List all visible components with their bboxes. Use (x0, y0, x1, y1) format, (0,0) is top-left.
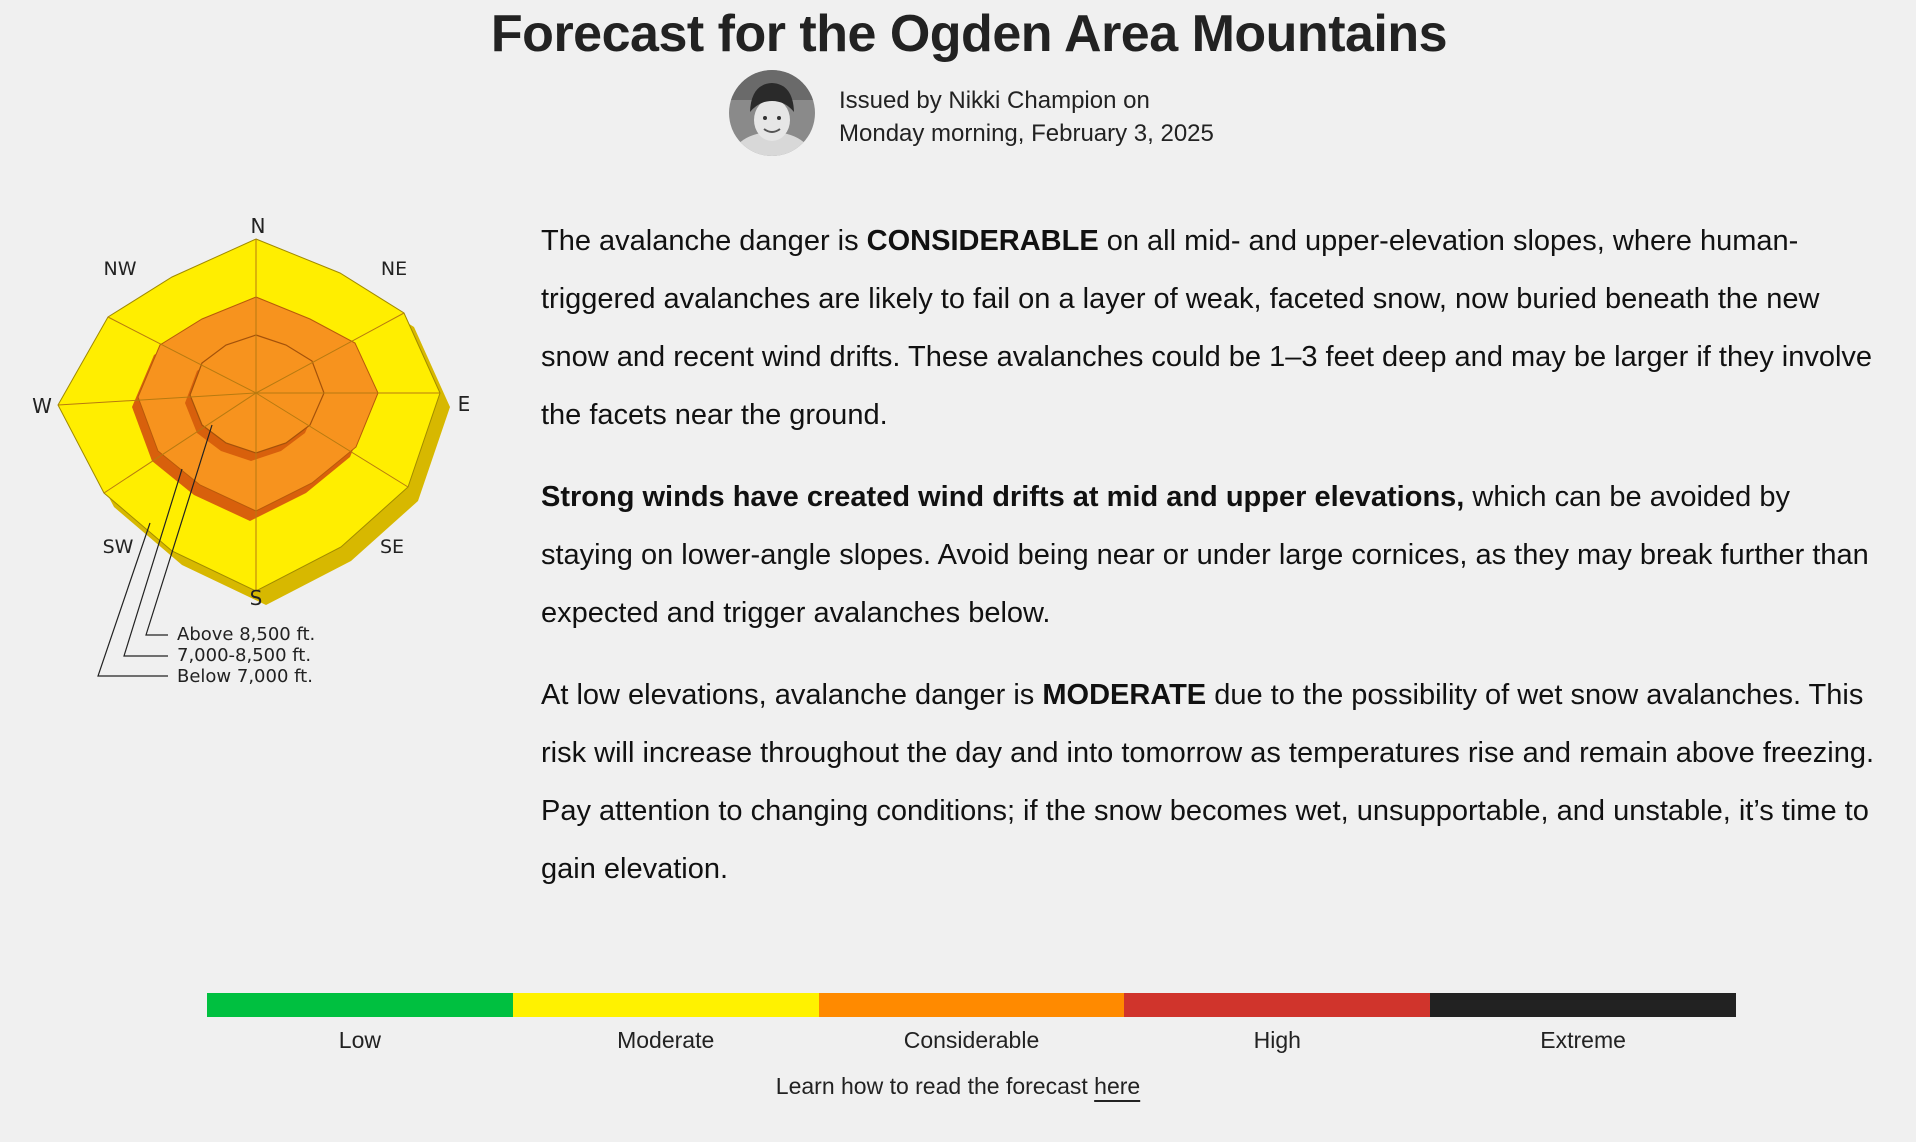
learn-here-link[interactable]: here (1094, 1073, 1141, 1099)
dir-label-nw: NW (103, 258, 137, 280)
scale-label-moderate: Moderate (617, 1027, 715, 1053)
legend-above-8500: Above 8,500 ft. (177, 624, 316, 645)
dir-label-e: E (457, 392, 471, 416)
danger-rose-graphic (20, 215, 480, 695)
scale-label-extreme: Extreme (1540, 1027, 1626, 1053)
scale-extreme (1430, 993, 1736, 1017)
wind-drift-heading: Strong winds have created wind drifts at mid and upper elevations, (541, 481, 1465, 513)
scale-low (207, 993, 513, 1017)
summary-paragraph-3: At low elevations, avalanche danger is MODERATE due to the possibility of wet snow avalanches. This risk will increase throughout the day and into tomorrow as temperatures rise and remain above freezing. Pay attention to changing conditions; if the snow becomes wet, unsupportable, and unstable, it’s time to gain elevation. (541, 679, 1875, 885)
forecast-summary (541, 212, 1886, 922)
scale-label-low: Low (338, 1027, 381, 1053)
dir-label-ne: NE (380, 258, 408, 280)
scale-considerable (819, 993, 1125, 1017)
legend-7000-8500: 7,000-8,500 ft. (177, 645, 312, 666)
danger-scale-bar (207, 993, 1736, 1017)
danger-scale-labels (207, 1027, 1736, 1054)
summary-paragraph-1: The avalanche danger is CONSIDERABLE on all mid- and upper-elevation slopes, where human-triggered avalanches are likely to fail on a layer of weak, faceted snow, now buried beneath the new snow and recent wind drifts. These avalanches could be 1–3 feet deep and may be larger if they involve the facets near the ground. (541, 225, 1873, 431)
dir-label-w: W (32, 394, 52, 418)
dir-label-n: N (250, 215, 266, 238)
danger-moderate: MODERATE (1042, 679, 1207, 711)
scale-moderate (513, 993, 819, 1017)
issued-by (839, 84, 1214, 150)
learn-forecast (0, 1073, 1916, 1100)
dir-label-sw: SW (102, 536, 134, 558)
issued-by-line1: Issued by Nikki Champion on (839, 87, 1150, 114)
learn-text: Learn how to read the forecast (775, 1073, 1095, 1099)
scale-label-considerable: Considerable (903, 1027, 1040, 1053)
danger-rose (20, 215, 480, 695)
danger-considerable: CONSIDERABLE (866, 225, 1099, 257)
byline (729, 70, 1329, 156)
avatar (729, 70, 815, 156)
summary-paragraph-2: Strong winds have created wind drifts at mid and upper elevations, which can be avoided by staying on lower-angle slopes. Avoid being near or under large cornices, as they may break further than expected and trigger avalanches below. (541, 481, 1869, 629)
legend-below-7000: Below 7,000 ft. (177, 666, 313, 687)
issued-date: Monday morning, February 3, 2025 (839, 120, 1214, 147)
scale-high (1124, 993, 1430, 1017)
dir-label-s: S (249, 586, 263, 610)
page-title: Forecast for the Ogden Area Mountains (490, 5, 1448, 63)
scale-label-high: High (1253, 1027, 1301, 1053)
dir-label-se: SE (379, 536, 405, 558)
danger-scale (207, 993, 1736, 1054)
